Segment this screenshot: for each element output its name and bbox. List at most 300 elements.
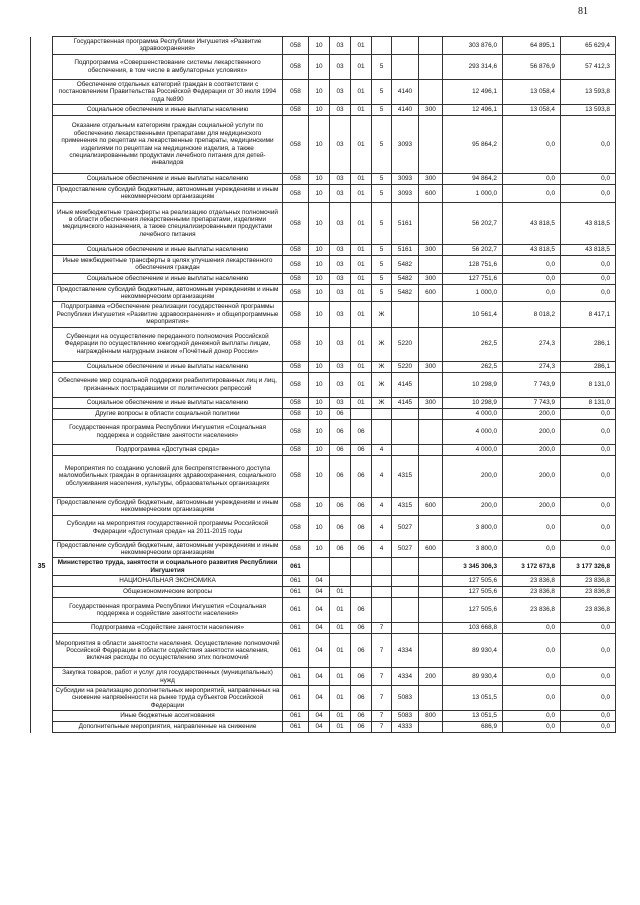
subsection-code: 03: [330, 116, 351, 174]
ministry-code: 061: [283, 598, 309, 623]
ministry-code: 058: [283, 497, 309, 515]
table-row: [31, 668, 616, 686]
amount-year-1: 3 800,0: [443, 540, 503, 558]
amount-year-3: 0,0: [561, 444, 616, 455]
direction-code: 5220: [392, 327, 419, 361]
table-row: [31, 515, 616, 540]
subprogram-code: 4: [372, 540, 392, 558]
subsection-code: 01: [330, 668, 351, 686]
amount-year-2: 0,0: [503, 255, 561, 273]
subsection-code: 03: [330, 54, 351, 79]
amount-year-3: 57 412,3: [561, 54, 616, 79]
program-code: [351, 558, 372, 576]
section-code: 10: [309, 273, 330, 284]
ministry-code: 058: [283, 284, 309, 302]
amount-year-2: 0,0: [503, 273, 561, 284]
table-row: [31, 361, 616, 372]
section-code: 10: [309, 419, 330, 444]
item-name: Государственная программа Республики Ингушетия «Социальная поддержка и содействие занятости населения»: [53, 419, 283, 444]
subprogram-code: Ж: [372, 327, 392, 361]
table-row: [31, 105, 616, 116]
ministry-code: 058: [283, 302, 309, 327]
section-code: 04: [309, 722, 330, 733]
program-code: 06: [351, 711, 372, 722]
ministry-code: 058: [283, 444, 309, 455]
subsection-code: [330, 558, 351, 576]
amount-year-2: 0,0: [503, 623, 561, 634]
subprogram-code: Ж: [372, 372, 392, 397]
ministry-code: 061: [283, 711, 309, 722]
table-row: [31, 455, 616, 497]
section-code: 10: [309, 185, 330, 203]
amount-year-1: 12 496,1: [443, 79, 503, 104]
amount-year-3: 0,0: [561, 284, 616, 302]
ministry-code: 061: [283, 668, 309, 686]
row-number: [31, 722, 53, 733]
ministry-code: 061: [283, 634, 309, 668]
table-row: [31, 558, 616, 576]
section-code: 10: [309, 408, 330, 419]
item-name: Подпрограмма «Содействие занятости населения»: [53, 623, 283, 634]
program-code: 06: [351, 685, 372, 710]
table-row: [31, 37, 616, 55]
subsection-code: [330, 576, 351, 587]
item-name: Мероприятия по созданию условий для беспрепятственного доступа маломобильных граждан в организациях здравоохранения, социального обслуживания населения, культуры, образовательных организациях: [53, 455, 283, 497]
item-name: Социальное обеспечение и иные выплаты населению: [53, 397, 283, 408]
direction-code: 4145: [392, 372, 419, 397]
expense-type-code: [419, 37, 443, 55]
ministry-code: 058: [283, 515, 309, 540]
amount-year-3: 286,1: [561, 361, 616, 372]
section-code: 10: [309, 327, 330, 361]
ministry-code: 058: [283, 540, 309, 558]
direction-code: 4140: [392, 105, 419, 116]
item-name: Предоставление субсидий бюджетным, автономным учреждениям и иным некоммерческим организациям: [53, 540, 283, 558]
amount-year-1: 200,0: [443, 455, 503, 497]
amount-year-2: 43 818,5: [503, 244, 561, 255]
ministry-code: 058: [283, 372, 309, 397]
section-code: 10: [309, 255, 330, 273]
amount-year-2: 200,0: [503, 419, 561, 444]
direction-code: [392, 623, 419, 634]
subprogram-code: 7: [372, 722, 392, 733]
subsection-code: 03: [330, 37, 351, 55]
amount-year-3: 0,0: [561, 408, 616, 419]
subprogram-code: 5: [372, 54, 392, 79]
row-number: [31, 174, 53, 185]
page-number: 81: [578, 6, 588, 17]
subsection-code: 03: [330, 273, 351, 284]
ministry-code: 061: [283, 587, 309, 598]
amount-year-3: 13 593,8: [561, 79, 616, 104]
expense-type-code: 300: [419, 397, 443, 408]
section-code: 04: [309, 576, 330, 587]
direction-code: [392, 408, 419, 419]
row-number: [31, 540, 53, 558]
direction-code: [392, 587, 419, 598]
item-name: Дополнительные мероприятия, направленные на снижение: [53, 722, 283, 733]
amount-year-1: 127 505,6: [443, 576, 503, 587]
amount-year-1: 128 751,6: [443, 255, 503, 273]
row-number: [31, 668, 53, 686]
amount-year-1: 262,5: [443, 327, 503, 361]
expense-type-code: 200: [419, 668, 443, 686]
direction-code: 3093: [392, 185, 419, 203]
direction-code: 5161: [392, 202, 419, 244]
table-row: [31, 79, 616, 104]
program-code: 01: [351, 361, 372, 372]
row-number: [31, 302, 53, 327]
item-name: Субсидии на мероприятия государственной программы Российской Федерации «Доступная среда» на 2011-2015 годы: [53, 515, 283, 540]
amount-year-3: 0,0: [561, 668, 616, 686]
amount-year-1: 686,9: [443, 722, 503, 733]
table-row: [31, 540, 616, 558]
amount-year-1: 3 345 306,3: [443, 558, 503, 576]
amount-year-1: 10 298,9: [443, 397, 503, 408]
amount-year-3: 286,1: [561, 327, 616, 361]
amount-year-2: 0,0: [503, 116, 561, 174]
expense-type-code: [419, 202, 443, 244]
item-name: Министерство труда, занятости и социального развития Республики Ингушетия: [53, 558, 283, 576]
section-code: 10: [309, 372, 330, 397]
item-name: Обеспечение отдельных категорий граждан в соответствии с постановлением Правительства Российской Федерации от 30 июля 1994 года №890: [53, 79, 283, 104]
amount-year-3: 43 818,5: [561, 202, 616, 244]
amount-year-2: 7 743,9: [503, 372, 561, 397]
direction-code: [392, 576, 419, 587]
amount-year-2: 23 836,8: [503, 576, 561, 587]
program-code: 06: [351, 419, 372, 444]
ministry-code: 058: [283, 105, 309, 116]
program-code: [351, 587, 372, 598]
program-code: 01: [351, 116, 372, 174]
subsection-code: 01: [330, 598, 351, 623]
amount-year-1: 56 202,7: [443, 244, 503, 255]
section-code: 10: [309, 244, 330, 255]
subsection-code: 01: [330, 722, 351, 733]
expense-type-code: [419, 685, 443, 710]
subprogram-code: 7: [372, 623, 392, 634]
amount-year-1: 103 668,8: [443, 623, 503, 634]
section-code: 04: [309, 587, 330, 598]
program-code: 01: [351, 37, 372, 55]
direction-code: 4145: [392, 397, 419, 408]
item-name: Социальное обеспечение и иные выплаты населению: [53, 361, 283, 372]
subsection-code: 06: [330, 515, 351, 540]
expense-type-code: 300: [419, 174, 443, 185]
program-code: 06: [351, 623, 372, 634]
table-row: [31, 327, 616, 361]
budget-table: [30, 36, 616, 733]
expense-type-code: [419, 587, 443, 598]
subsection-code: 06: [330, 497, 351, 515]
section-code: 10: [309, 361, 330, 372]
ministry-code: 058: [283, 327, 309, 361]
program-code: 01: [351, 255, 372, 273]
program-code: 01: [351, 284, 372, 302]
program-code: 01: [351, 79, 372, 104]
ministry-code: 058: [283, 397, 309, 408]
amount-year-2: 56 876,9: [503, 54, 561, 79]
amount-year-1: 10 298,9: [443, 372, 503, 397]
amount-year-3: 43 818,5: [561, 244, 616, 255]
subprogram-code: Ж: [372, 302, 392, 327]
table-row: [31, 185, 616, 203]
amount-year-3: 65 629,4: [561, 37, 616, 55]
subsection-code: 01: [330, 634, 351, 668]
program-code: 01: [351, 372, 372, 397]
item-name: Подпрограмма «Обеспечение реализации государственной программы Республики Ингушетия «Развитие здравоохранения» и общепрограммные мероприятия»: [53, 302, 283, 327]
amount-year-2: 0,0: [503, 668, 561, 686]
table-row: [31, 174, 616, 185]
expense-type-code: [419, 302, 443, 327]
row-number: [31, 273, 53, 284]
amount-year-3: 0,0: [561, 497, 616, 515]
row-number: [31, 419, 53, 444]
subsection-code: 01: [330, 685, 351, 710]
amount-year-3: 0,0: [561, 623, 616, 634]
section-code: 10: [309, 515, 330, 540]
table-row: [31, 255, 616, 273]
subsection-code: 01: [330, 587, 351, 598]
amount-year-2: 7 743,9: [503, 397, 561, 408]
program-code: 01: [351, 105, 372, 116]
subprogram-code: 5: [372, 273, 392, 284]
row-number: [31, 685, 53, 710]
expense-type-code: 300: [419, 361, 443, 372]
amount-year-1: 200,0: [443, 497, 503, 515]
table-row: [31, 444, 616, 455]
amount-year-1: 127 505,6: [443, 587, 503, 598]
item-name: Социальное обеспечение и иные выплаты населению: [53, 244, 283, 255]
amount-year-2: 200,0: [503, 444, 561, 455]
ministry-code: 061: [283, 685, 309, 710]
amount-year-1: 4 000,0: [443, 444, 503, 455]
amount-year-1: 293 314,6: [443, 54, 503, 79]
ministry-code: 058: [283, 273, 309, 284]
expense-type-code: [419, 722, 443, 733]
expense-type-code: 800: [419, 711, 443, 722]
subprogram-code: [372, 37, 392, 55]
direction-code: 5482: [392, 255, 419, 273]
item-name: Иные межбюджетные трансферты на реализацию отдельных полномочий в области обеспечения лекарственными препаратами, изделиями медицинского назначения, а также специализированными продуктами лечебного питания: [53, 202, 283, 244]
subprogram-code: 4: [372, 497, 392, 515]
item-name: Мероприятия в области занятости населения. Осуществление полномочий Российской Федерации в области содействия занятости населения, включая расходы по осуществлению этих полномочий: [53, 634, 283, 668]
expense-type-code: 300: [419, 105, 443, 116]
table-row: [31, 722, 616, 733]
subprogram-code: 7: [372, 685, 392, 710]
subprogram-code: 5: [372, 79, 392, 104]
item-name: Социальное обеспечение и иные выплаты населению: [53, 174, 283, 185]
item-name: Субсидии на реализацию дополнительных мероприятий, направленных на снижение напряжённости на рынке труда субъектов Российской Федерации: [53, 685, 283, 710]
program-code: 01: [351, 327, 372, 361]
direction-code: 3093: [392, 116, 419, 174]
amount-year-1: 12 496,1: [443, 105, 503, 116]
item-name: Государственная программа Республики Ингушетия «Развитие здравоохранения»: [53, 37, 283, 55]
amount-year-3: 0,0: [561, 174, 616, 185]
program-code: 06: [351, 634, 372, 668]
subsection-code: 06: [330, 444, 351, 455]
subprogram-code: [372, 419, 392, 444]
amount-year-3: 0,0: [561, 685, 616, 710]
amount-year-3: 13 593,8: [561, 105, 616, 116]
subsection-code: 03: [330, 302, 351, 327]
amount-year-1: 89 930,4: [443, 634, 503, 668]
expense-type-code: 300: [419, 273, 443, 284]
item-name: Общеэкономические вопросы: [53, 587, 283, 598]
subsection-code: 03: [330, 255, 351, 273]
ministry-code: 058: [283, 54, 309, 79]
expense-type-code: [419, 634, 443, 668]
item-name: Социальное обеспечение и иные выплаты населению: [53, 105, 283, 116]
row-number: [31, 327, 53, 361]
ministry-code: 061: [283, 558, 309, 576]
amount-year-3: 0,0: [561, 711, 616, 722]
section-code: 10: [309, 54, 330, 79]
subsection-code: 06: [330, 540, 351, 558]
section-code: [309, 558, 330, 576]
subprogram-code: 4: [372, 515, 392, 540]
subprogram-code: Ж: [372, 361, 392, 372]
expense-type-code: [419, 372, 443, 397]
row-number: [31, 185, 53, 203]
amount-year-2: 0,0: [503, 174, 561, 185]
program-code: 06: [351, 455, 372, 497]
direction-code: 5220: [392, 361, 419, 372]
program-code: [351, 408, 372, 419]
table-row: [31, 116, 616, 174]
program-code: [351, 576, 372, 587]
table-row: [31, 408, 616, 419]
amount-year-2: 200,0: [503, 497, 561, 515]
amount-year-3: 23 836,8: [561, 587, 616, 598]
section-code: 10: [309, 540, 330, 558]
section-code: 04: [309, 623, 330, 634]
table-row: [31, 497, 616, 515]
section-code: 10: [309, 37, 330, 55]
subsection-code: 06: [330, 419, 351, 444]
section-code: 10: [309, 174, 330, 185]
amount-year-2: 43 818,5: [503, 202, 561, 244]
direction-code: 4315: [392, 455, 419, 497]
amount-year-3: 0,0: [561, 116, 616, 174]
subprogram-code: [372, 598, 392, 623]
amount-year-2: 200,0: [503, 455, 561, 497]
row-number: [31, 397, 53, 408]
item-name: Другие вопросы в области социальной политики: [53, 408, 283, 419]
subsection-code: 06: [330, 455, 351, 497]
section-code: 10: [309, 202, 330, 244]
section-code: 10: [309, 397, 330, 408]
row-number: [31, 444, 53, 455]
ministry-code: 058: [283, 174, 309, 185]
expense-type-code: [419, 255, 443, 273]
subsection-code: 01: [330, 711, 351, 722]
expense-type-code: [419, 79, 443, 104]
program-code: 01: [351, 273, 372, 284]
direction-code: 5161: [392, 244, 419, 255]
amount-year-1: 13 051,5: [443, 685, 503, 710]
direction-code: 4333: [392, 722, 419, 733]
subprogram-code: [372, 587, 392, 598]
amount-year-3: 23 836,8: [561, 576, 616, 587]
subsection-code: 06: [330, 408, 351, 419]
amount-year-2: 0,0: [503, 284, 561, 302]
amount-year-3: 0,0: [561, 515, 616, 540]
subsection-code: 03: [330, 185, 351, 203]
item-name: Предоставление субсидий бюджетным, автономным учреждениям и иным некоммерческим организациям: [53, 284, 283, 302]
table-row: [31, 598, 616, 623]
subprogram-code: 5: [372, 284, 392, 302]
amount-year-3: 23 836,8: [561, 598, 616, 623]
row-number: [31, 54, 53, 79]
section-code: 10: [309, 455, 330, 497]
program-code: 06: [351, 497, 372, 515]
amount-year-2: 0,0: [503, 722, 561, 733]
direction-code: [392, 302, 419, 327]
ministry-code: 061: [283, 576, 309, 587]
amount-year-2: 0,0: [503, 540, 561, 558]
row-number: [31, 372, 53, 397]
table-row: [31, 587, 616, 598]
amount-year-2: 274,3: [503, 361, 561, 372]
ministry-code: 058: [283, 37, 309, 55]
ministry-code: 058: [283, 116, 309, 174]
direction-code: [392, 444, 419, 455]
section-code: 10: [309, 444, 330, 455]
amount-year-1: 262,5: [443, 361, 503, 372]
ministry-code: 058: [283, 185, 309, 203]
amount-year-1: 127 505,6: [443, 598, 503, 623]
direction-code: 4334: [392, 634, 419, 668]
amount-year-1: 13 051,5: [443, 711, 503, 722]
item-name: Подпрограмма «Доступная среда»: [53, 444, 283, 455]
subprogram-code: 5: [372, 116, 392, 174]
row-number: [31, 284, 53, 302]
row-number: [31, 408, 53, 419]
section-code: 10: [309, 116, 330, 174]
direction-code: 5482: [392, 273, 419, 284]
subprogram-code: 5: [372, 255, 392, 273]
amount-year-1: 1 000,0: [443, 185, 503, 203]
item-name: Государственная программа Республики Ингушетия «Социальная поддержка и содействие занятости населения»: [53, 598, 283, 623]
subprogram-code: 7: [372, 668, 392, 686]
table-row: [31, 634, 616, 668]
row-number: [31, 79, 53, 104]
ministry-code: 058: [283, 408, 309, 419]
expense-type-code: 600: [419, 540, 443, 558]
subprogram-code: 4: [372, 455, 392, 497]
item-name: Оказание отдельным категориям граждан социальной услуги по обеспечению лекарственными препаратами для медицинского применения по рецептам на лекарственные препараты, медицинскими изделиями по рецептам на медицинские изделия, а также специализированными продуктами лечебного питания для детей-инвалидов: [53, 116, 283, 174]
subprogram-code: 5: [372, 202, 392, 244]
direction-code: 4334: [392, 668, 419, 686]
row-number: [31, 711, 53, 722]
amount-year-3: 3 177 326,8: [561, 558, 616, 576]
expense-type-code: [419, 408, 443, 419]
amount-year-2: 64 895,1: [503, 37, 561, 55]
direction-code: [392, 419, 419, 444]
subprogram-code: 5: [372, 244, 392, 255]
table-row: [31, 54, 616, 79]
item-name: Обеспечение мер социальной поддержки реабилитированных лиц и лиц, признанных пострадавшими от политических репрессий: [53, 372, 283, 397]
amount-year-3: 0,0: [561, 255, 616, 273]
expense-type-code: 600: [419, 185, 443, 203]
program-code: 06: [351, 668, 372, 686]
subsection-code: 03: [330, 397, 351, 408]
amount-year-3: 0,0: [561, 185, 616, 203]
direction-code: 5083: [392, 685, 419, 710]
amount-year-1: 1 000,0: [443, 284, 503, 302]
expense-type-code: 600: [419, 497, 443, 515]
